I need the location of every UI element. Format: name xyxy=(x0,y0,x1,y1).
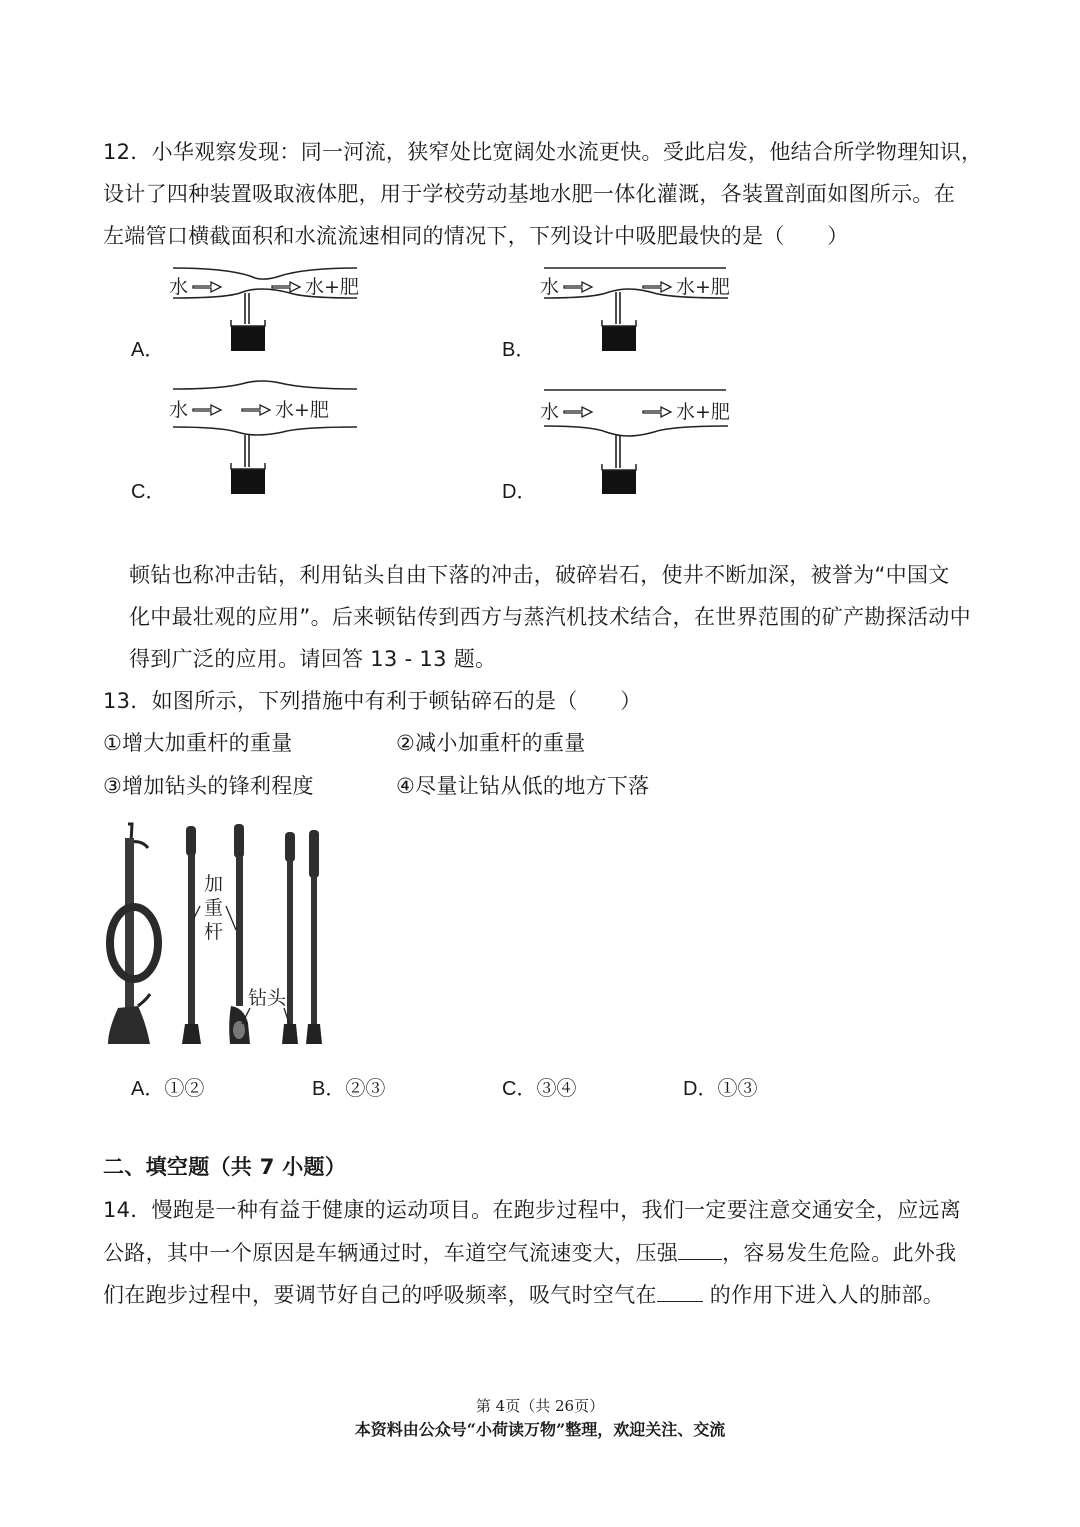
diagram-a xyxy=(165,262,365,354)
drill-tools-figure xyxy=(104,818,344,1050)
q13-item-2: ②减小加重杆的重量 xyxy=(396,731,586,755)
q12-option-a[interactable]: A． xyxy=(131,339,165,361)
passage-line-3: 得到广泛的应用。请回答 13 - 13 题。 xyxy=(129,647,497,671)
q14-blank-1[interactable] xyxy=(678,1239,722,1260)
q12-line-3: 左端管口横截面积和水流流速相同的情况下，下列设计中吸肥最快的是（ ） xyxy=(103,224,849,248)
q14-line-3-part-a: 们在跑步过程中，要调节好自己的呼吸频率，吸气时空气在 xyxy=(103,1283,657,1307)
q12-option-d[interactable]: D． xyxy=(502,481,537,503)
q14-line-2-part-a: 公路，其中一个原因是车辆通过时，车道空气流速变大，压强 xyxy=(103,1241,679,1265)
diagram-a-right-label: 水+肥 xyxy=(305,276,359,298)
q13-item-1: ①增大加重杆的重量 xyxy=(103,731,293,755)
figure-label-rod-1: 加 xyxy=(204,873,224,895)
diagram-d xyxy=(536,382,736,497)
drill-tool-looped xyxy=(108,824,158,1044)
diagram-c-right-label: 水+肥 xyxy=(275,399,329,421)
q13-option-d[interactable]: D．①③ xyxy=(683,1078,758,1100)
diagram-d-left-label: 水 xyxy=(540,401,560,423)
diagram-b-right-label: 水+肥 xyxy=(676,276,730,298)
page-number: 第 4页（共 26页） xyxy=(475,1397,605,1415)
figure-label-rod-3: 杆 xyxy=(204,921,224,943)
q13-option-a[interactable]: A．①② xyxy=(131,1078,205,1100)
footer-note: 本资料由公众号“小荷读万物”整理，欢迎关注、交流 xyxy=(354,1420,726,1439)
q13-option-b[interactable]: B．②③ xyxy=(312,1078,386,1100)
q13-item-3: ③增加钻头的锋利程度 xyxy=(103,774,314,798)
drill-tool-3 xyxy=(229,824,250,1044)
q14-line-3-part-b: 的作用下进入人的肺部。 xyxy=(702,1283,945,1307)
q13-item-4: ④尽量让钻从低的地方下落 xyxy=(396,774,650,798)
figure-label-bit: 钻头 xyxy=(248,987,287,1009)
figure-label-rod-2: 重 xyxy=(204,897,224,919)
diagram-c-left-label: 水 xyxy=(169,399,189,421)
drill-tool-2 xyxy=(182,826,201,1044)
passage-line-2: 化中最壮观的应用”。后来顿钻传到西方与蒸汽机技术结合，在世界范围的矿产勘探活动中 xyxy=(129,605,971,629)
drill-tool-5 xyxy=(306,830,322,1044)
diagram-c xyxy=(165,375,365,497)
passage-line-1: 顿钻也称冲击钻，利用钻头自由下落的冲击，破碎岩石，使井不断加深，被誉为“中国文 xyxy=(129,563,950,587)
q14-line-2 xyxy=(103,1232,983,1274)
drill-tool-4 xyxy=(282,832,298,1044)
diagram-b-left-label: 水 xyxy=(540,276,560,298)
q14-blank-2[interactable] xyxy=(657,1281,703,1302)
q14-line-3 xyxy=(103,1274,983,1316)
q12-option-c[interactable]: C． xyxy=(131,481,166,503)
q13-stem: 13．如图所示，下列措施中有利于顿钻碎石的是（ ） xyxy=(103,689,642,713)
q12-line-1: 12．小华观察发现：同一河流，狭窄处比宽阔处水流更快。受此启发，他结合所学物理知识， xyxy=(103,140,983,164)
diagram-d-right-label: 水+肥 xyxy=(676,401,730,423)
q14-line-1: 14．慢跑是一种有益于健康的运动项目。在跑步过程中，我们一定要注意交通安全，应远离 xyxy=(103,1198,962,1222)
diagram-a-left-label: 水 xyxy=(169,276,189,298)
diagram-b xyxy=(536,262,736,354)
q14-line-2-part-b: ，容易发生危险。此外我 xyxy=(722,1241,957,1265)
q12-option-b[interactable]: B． xyxy=(502,339,536,361)
q13-option-c[interactable]: C．③④ xyxy=(502,1078,577,1100)
q12-line-2: 设计了四种装置吸取液体肥，用于学校劳动基地水肥一体化灌溉，各装置剖面如图所示。在 xyxy=(103,182,955,206)
section-2-title: 二、填空题（共 7 小题） xyxy=(103,1155,347,1179)
